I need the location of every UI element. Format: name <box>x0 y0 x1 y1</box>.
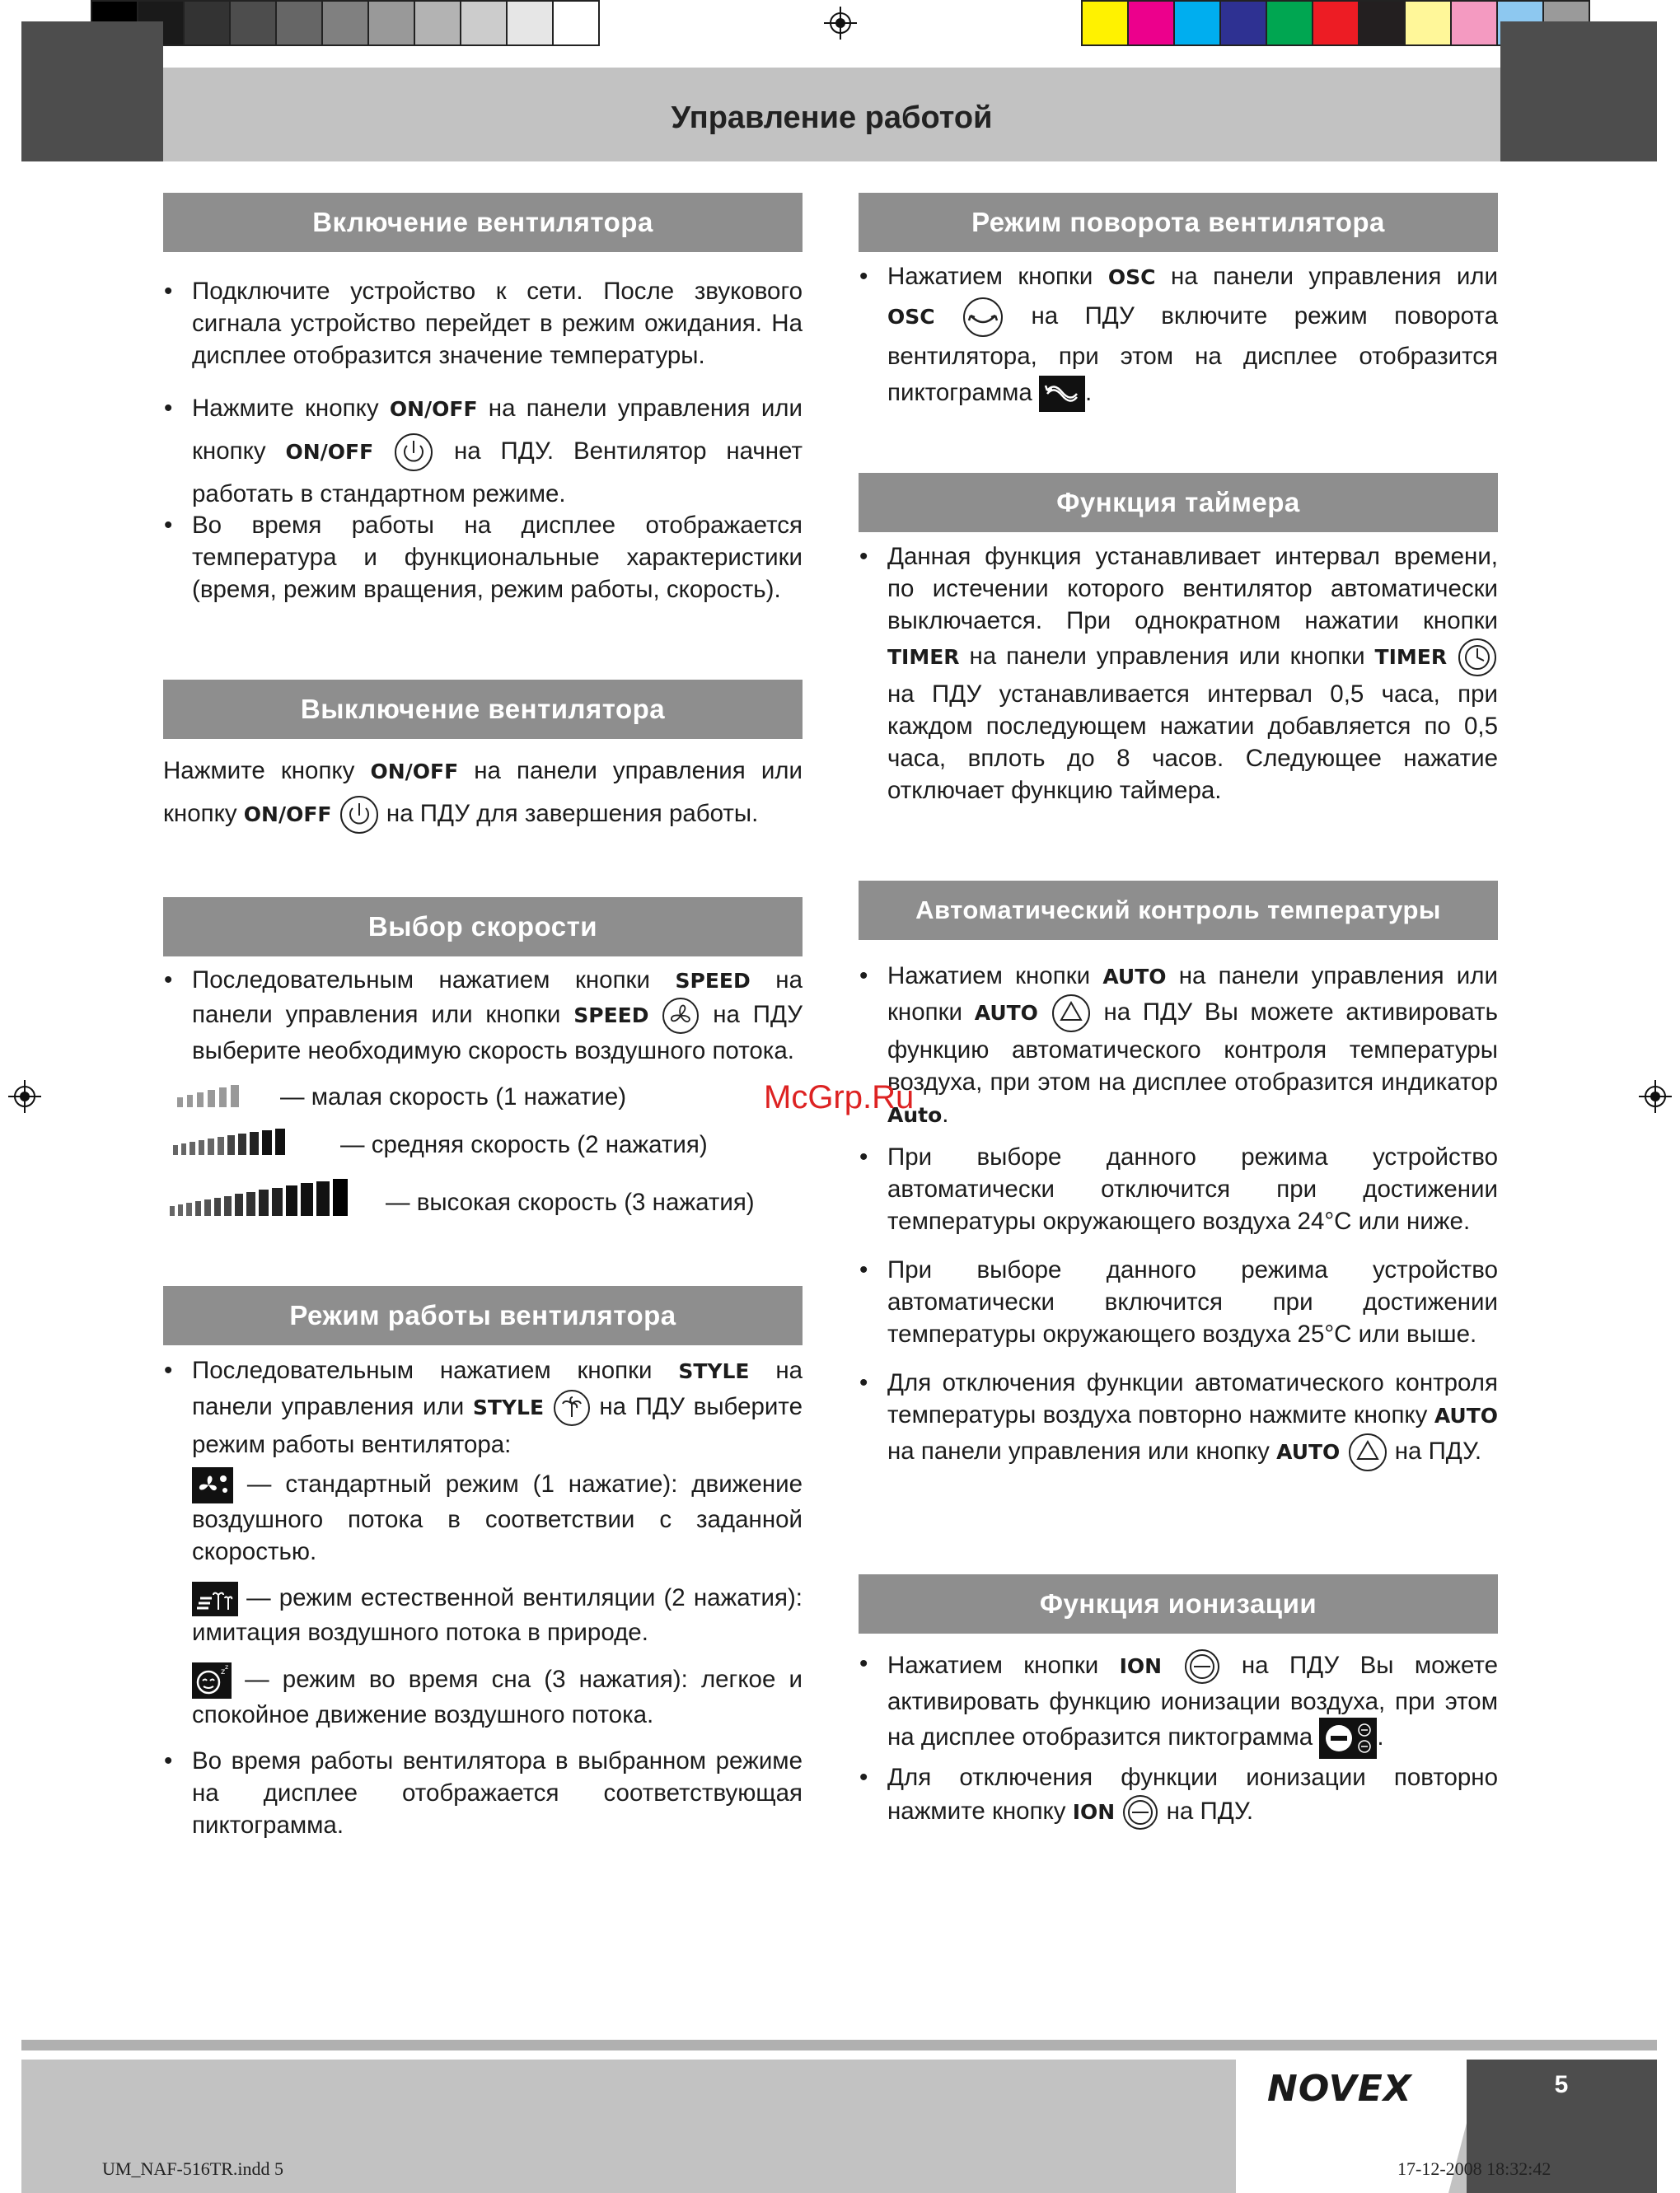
text: на панели управления или <box>1170 263 1498 290</box>
ion-keyword: ION <box>1119 1653 1163 1678</box>
onoff-keyword: ON/OFF <box>243 802 332 826</box>
color-swatch <box>1404 0 1452 46</box>
auto-keyword: AUTO <box>1434 1404 1498 1428</box>
speed-low-bars-icon <box>169 1081 260 1111</box>
registration-mark-icon <box>1639 1080 1672 1113</box>
fan-mode-icon <box>192 1467 233 1503</box>
ion-button-icon <box>1121 1793 1159 1831</box>
text: . <box>1377 1723 1384 1751</box>
auto-keyword: AUTO <box>1276 1439 1341 1464</box>
style-keyword: STYLE <box>472 1396 545 1419</box>
power-on-bullet-1: • Подключите устройство к сети. После звукового сигнала устройство перейдет в режим ожидания. На дисплее отобразится значение температуры. <box>192 275 803 372</box>
natural-wind-icon <box>192 1582 238 1616</box>
speed-low-label: — малая скорость (1 нажатие) <box>280 1083 627 1111</box>
gray-swatch <box>460 0 508 46</box>
auto-bullet-1 <box>887 960 1498 1131</box>
text: на ПДУ Вы можете активировать функцию ионизации воздуха, при этом на дисплее отобразится пиктограмма <box>887 1651 1498 1751</box>
gray-swatch <box>414 0 461 46</box>
text: на ПДУ выберите необходимую скорость воздушного потока. <box>192 1000 803 1064</box>
power-on-bullet-3: • Во время работы на дисплее отображается температура и функциональные характеристики (время, режим вращения, режим работы, скорость). <box>192 509 803 606</box>
gray-swatch <box>275 0 323 46</box>
speed-high-bars-icon <box>165 1178 379 1221</box>
text: Нажатием кнопки <box>887 962 1091 989</box>
speed-medium-bars-icon <box>169 1127 317 1158</box>
text: на ПДУ выберите режим работы вентилятора: <box>192 1393 803 1459</box>
style-mode-natural <box>192 1582 803 1648</box>
power-icon <box>339 794 380 835</box>
text: Нажатием кнопки <box>887 263 1093 290</box>
gray-swatch <box>552 0 600 46</box>
auto-bullet-2: • При выборе данного режима устройство автоматически отключится при достижении температуры окружающего воздуха 24°C или ниже. <box>887 1141 1498 1237</box>
style-mode-normal <box>192 1467 803 1568</box>
speed-keyword: SPEED <box>573 1003 649 1027</box>
date-slug: 17-12-2008 18:32:42 <box>1397 2158 1551 2179</box>
file-slug: UM_NAF-516TR.indd 5 <box>102 2158 284 2179</box>
footer-line <box>21 2040 1657 2050</box>
auto-indicator-keyword: Auto <box>887 1103 943 1127</box>
text: . <box>1085 379 1093 406</box>
auto-bullet-3: • При выборе данного режима устройство автоматически включится при достижении температуры окружающего воздуха 25°C или выше. <box>887 1254 1498 1350</box>
style-bullet-1 <box>192 1353 803 1462</box>
osc-bullet-1 <box>887 259 1498 412</box>
onoff-keyword: ON/OFF <box>389 397 478 421</box>
header-dark-block-right <box>1500 21 1657 161</box>
color-swatch <box>1450 0 1498 46</box>
registration-mark-icon <box>824 7 857 40</box>
text: Нажатием кнопки <box>887 1651 1099 1679</box>
auto-keyword: AUTO <box>1102 965 1167 989</box>
text: на ПДУ. Вентилятор начнет работать в стандартном режиме. <box>192 437 803 508</box>
speed-keyword: SPEED <box>675 969 751 993</box>
color-swatch <box>1312 0 1359 46</box>
page-number: 5 <box>1554 2071 1569 2098</box>
text: Для отключения функции ионизации повторно нажмите кнопку <box>887 1764 1498 1825</box>
svg-text:z: z <box>221 1667 226 1676</box>
text: на ПДУ Вы можете активировать функцию автоматического контроля температуры воздуха, при этом на дисплее отобразится индикатор <box>887 998 1498 1096</box>
sleep-mode-icon <box>192 1662 232 1699</box>
palm-tree-icon <box>553 1389 591 1427</box>
onoff-keyword: ON/OFF <box>285 440 374 464</box>
color-swatch <box>1219 0 1267 46</box>
text: Данная функция устанавливает интервал времени, по истечении которого вентилятор автоматически выключается. При однократном нажатии кнопки <box>887 543 1498 634</box>
ion-keyword: ION <box>1072 1799 1116 1824</box>
color-swatch <box>1358 0 1406 46</box>
timer-bullet-1 <box>887 540 1498 807</box>
text: на панели управления или кнопки <box>192 966 803 1028</box>
style-mode-sleep <box>192 1662 803 1731</box>
osc-keyword: OSC <box>887 304 935 329</box>
osc-button-icon <box>962 296 1004 339</box>
color-swatch <box>1266 0 1313 46</box>
text: . <box>942 1101 949 1128</box>
onoff-keyword: ON/OFF <box>370 760 459 783</box>
section-heading-timer: Функция таймера <box>859 473 1498 532</box>
text: на панели управления или <box>192 1357 803 1420</box>
text: на панели управления или кнопки <box>969 642 1365 670</box>
text: на панели управления или кнопку <box>163 757 803 827</box>
section-heading-power-on: Включение вентилятора <box>163 193 803 252</box>
style-bullet-2: • Во время работы вентилятора в выбранном режиме на дисплее отображается соответствующая пиктограмма. <box>192 1745 803 1841</box>
text: Последовательным нажатием кнопки <box>192 966 650 994</box>
color-swatch <box>1127 0 1175 46</box>
page-title: Управление работой <box>671 101 993 135</box>
color-swatch <box>1173 0 1221 46</box>
text: Для отключения функции автоматического контроля температуры воздуха повторно нажмите кнопку <box>887 1369 1498 1428</box>
header-dark-block-left <box>21 21 163 161</box>
section-heading-speed: Выбор скорости <box>163 897 803 956</box>
osc-display-icon <box>1039 376 1085 412</box>
gray-swatch <box>367 0 415 46</box>
timer-keyword: TIMER <box>1374 644 1448 669</box>
color-swatch <box>1081 0 1129 46</box>
ion-display-icon <box>1319 1718 1377 1759</box>
speed-medium-label: — средняя скорость (2 нажатия) <box>340 1131 708 1158</box>
text: на ПДУ. <box>1166 1797 1254 1825</box>
brand-logo: NOVEX <box>1267 2068 1412 2110</box>
power-icon <box>393 432 434 473</box>
gray-swatch <box>183 0 231 46</box>
text: — режим естественной вентиляции (2 нажатия): имитация воздушного потока в природе. <box>192 1584 803 1647</box>
gray-swatch <box>229 0 277 46</box>
power-on-bullet-2 <box>192 387 803 515</box>
text: Нажмите кнопку <box>192 395 379 422</box>
text: — режим во время сна (3 нажатия): легкое и спокойное движение воздушного потока. <box>192 1665 803 1728</box>
text: на ПДУ. <box>1394 1437 1482 1465</box>
text: на панели управления или кнопку <box>192 395 803 465</box>
section-heading-ion: Функция ионизации <box>859 1574 1498 1634</box>
text: на ПДУ устанавливается интервал 0,5 часа, при каждом последующем нажатии добавляется по 0,5 часа, вплоть до 8 часов. Следующее нажатие отключает функцию таймера. <box>887 680 1498 804</box>
speed-high-label: — высокая скорость (3 нажатия) <box>386 1189 755 1216</box>
osc-keyword: OSC <box>1107 265 1156 289</box>
timer-keyword: TIMER <box>887 644 960 669</box>
speed-bullet-1 <box>192 964 803 1067</box>
text: Нажмите кнопку <box>163 757 355 784</box>
text: на панели управления или кнопки <box>887 962 1498 1026</box>
text: Последовательным нажатием кнопки <box>192 1357 653 1384</box>
section-heading-style: Режим работы вентилятора <box>163 1286 803 1345</box>
text: на ПДУ включите режим поворота вентилятора, при этом на дисплее отобразится пиктограмма <box>887 302 1499 406</box>
section-heading-osc: Режим поворота вентилятора <box>859 193 1498 252</box>
ion-bullet-2 <box>887 1761 1498 1831</box>
section-heading-auto: Автоматический контроль температуры <box>859 881 1498 940</box>
fan-icon <box>662 997 700 1035</box>
auto-bullet-4 <box>887 1367 1498 1473</box>
gray-swatch <box>506 0 554 46</box>
auto-triangle-icon <box>1051 993 1092 1034</box>
auto-keyword: AUTO <box>974 1000 1038 1025</box>
gray-swatch <box>321 0 369 46</box>
auto-triangle-icon <box>1347 1432 1388 1473</box>
svg-text:z: z <box>225 1663 229 1671</box>
ion-button-icon <box>1183 1648 1221 1686</box>
registration-mark-icon <box>8 1080 41 1113</box>
style-keyword: STYLE <box>678 1359 750 1383</box>
power-off-text <box>163 750 803 835</box>
watermark: McGrp.Ru <box>764 1079 915 1115</box>
text: — стандартный режим (1 нажатие): движение воздушного потока в соответствии с заданной скоростью. <box>192 1470 803 1565</box>
timer-clock-icon <box>1457 637 1498 678</box>
ion-bullet-1 <box>887 1648 1498 1759</box>
text: на ПДУ для завершения работы. <box>386 800 759 827</box>
section-heading-power-off: Выключение вентилятора <box>163 680 803 739</box>
text: на панели управления или кнопку <box>887 1437 1270 1465</box>
